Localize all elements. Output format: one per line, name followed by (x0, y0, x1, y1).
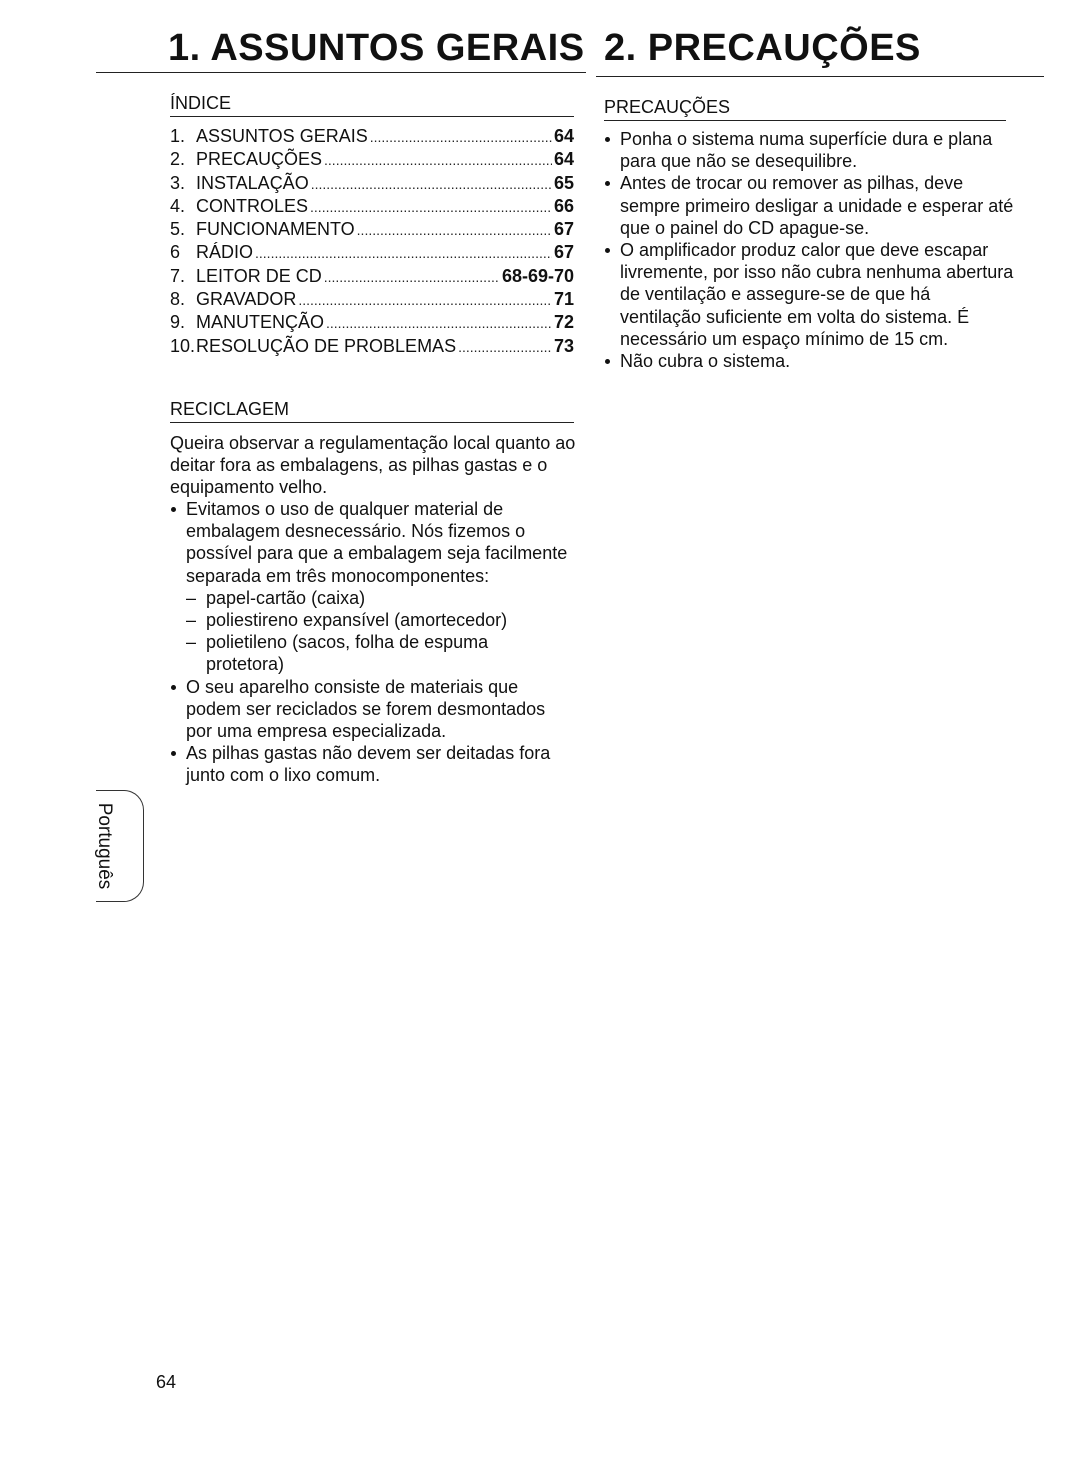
toc-number: 7. (170, 265, 186, 286)
reciclagem-heading: RECICLAGEM (170, 399, 290, 419)
toc-item[interactable] (170, 149, 574, 172)
toc-leader (298, 292, 552, 308)
precaucoes-bullet: Não cubra o sistema. (604, 350, 1014, 372)
toc-label: MANUTENÇÃO (196, 312, 325, 333)
precaucoes-heading: PRECAUÇÕES (604, 97, 731, 117)
toc-leader (255, 245, 552, 261)
page-number: 64 (156, 1372, 177, 1392)
precaucoes-bullet: Antes de trocar ou remover as pilhas, deve sempre primeiro desligar a unidade e esperar até que o painel do CD apague-se. (604, 172, 1014, 239)
component-item: – papel-cartão (caixa) (186, 587, 570, 609)
toc-page: 65 (553, 172, 574, 193)
toc-page: 67 (553, 242, 574, 263)
toc-label: FUNCIONAMENTO (196, 219, 355, 240)
toc-item[interactable] (170, 242, 574, 265)
toc-label: LEITOR DE CD (196, 265, 322, 286)
toc-item[interactable] (170, 173, 574, 196)
precaucoes-bullet: Ponha o sistema numa superfície dura e plana para que não se desequilibre. (604, 128, 1014, 172)
precaucoes-bullet: O amplificador produz calor que deve escapar livremente, por isso não cubra nenhuma abertura de ventilação e assegure-se de que há ventilação suficiente em volta do sistema. É necessário um espaço mínimo de 15 cm. (604, 239, 1014, 350)
component-item: – polietileno (sacos, folha de espuma protetora) (186, 631, 570, 675)
toc-number: 2. (170, 149, 186, 170)
toc-page: 66 (553, 195, 574, 216)
component-item: – poliestireno expansível (amortecedor) (186, 609, 570, 631)
toc-number: 3. (170, 172, 186, 193)
indice-heading-rule (170, 116, 574, 117)
section-title-assuntos-gerais: 1. ASSUNTOS GERAIS (168, 27, 585, 69)
toc-page: 64 (553, 149, 574, 170)
toc-number: 1. (170, 126, 186, 146)
toc-item[interactable] (170, 196, 574, 219)
toc-label: INSTALAÇÃO (196, 172, 309, 193)
reciclagem-bullets (170, 498, 570, 787)
toc-page: 73 (553, 335, 574, 356)
toc-page: 68-69-70 (501, 265, 574, 286)
toc-leader (324, 152, 552, 168)
toc-page: 72 (553, 312, 574, 333)
title-rule-right (596, 76, 1044, 77)
reciclagem-bullet-text: Evitamos o uso de qualquer material de embalagem desnecessário. Nós fizemos o possível para que a embalagem seja facilmente separada em três monocomponentes: (186, 499, 568, 586)
toc-number: 6 (170, 242, 181, 263)
toc-item[interactable] (170, 266, 574, 289)
toc-item[interactable] (170, 336, 574, 359)
toc-leader (357, 222, 552, 238)
toc-label: GRAVADOR (196, 289, 297, 310)
precaucoes-bullets (604, 128, 1014, 372)
indice-heading: ÍNDICE (170, 93, 232, 113)
toc-item[interactable] (170, 289, 574, 312)
toc-leader (326, 315, 552, 331)
reciclagem-bullet: As pilhas gastas não devem ser deitadas fora junto com o lixo comum. (170, 742, 570, 786)
toc-label: RESOLUÇÃO DE PROBLEMAS (196, 335, 457, 356)
component-list (186, 587, 570, 676)
toc-number: 10. (170, 335, 196, 356)
toc-leader (370, 129, 552, 145)
precaucoes-heading-rule (604, 120, 1006, 121)
title-rule-left (96, 72, 586, 73)
section-title-precaucoes: 2. PRECAUÇÕES (604, 27, 921, 69)
reciclagem-heading-rule (170, 422, 574, 423)
toc-item[interactable] (170, 219, 574, 242)
toc-leader (324, 269, 500, 285)
toc-page: 67 (553, 219, 574, 240)
toc-leader (310, 199, 552, 215)
language-tab-label: Português (94, 802, 115, 890)
toc-label: PRECAUÇÕES (196, 149, 323, 170)
toc-page: 64 (553, 126, 574, 146)
toc-number: 5. (170, 219, 186, 240)
reciclagem-bullet (170, 498, 570, 676)
toc-label: RÁDIO (196, 242, 254, 263)
toc-leader (311, 176, 552, 192)
toc-label: ASSUNTOS GERAIS (196, 126, 368, 146)
toc-number: 8. (170, 289, 186, 310)
toc-number: 9. (170, 312, 186, 333)
table-of-contents (170, 126, 574, 359)
toc-label: CONTROLES (196, 195, 309, 216)
toc-leader (458, 339, 552, 355)
toc-item[interactable] (170, 312, 574, 335)
toc-page: 71 (553, 289, 574, 310)
toc-number: 4. (170, 195, 186, 216)
reciclagem-bullet: O seu aparelho consiste de materiais que podem ser reciclados se forem desmontados por uma empresa especializada. (170, 676, 570, 743)
toc-item[interactable] (170, 126, 574, 149)
reciclagem-intro: Queira observar a regulamentação local quanto ao deitar fora as embalagens, as pilhas gastas e o equipamento velho. (170, 433, 576, 498)
